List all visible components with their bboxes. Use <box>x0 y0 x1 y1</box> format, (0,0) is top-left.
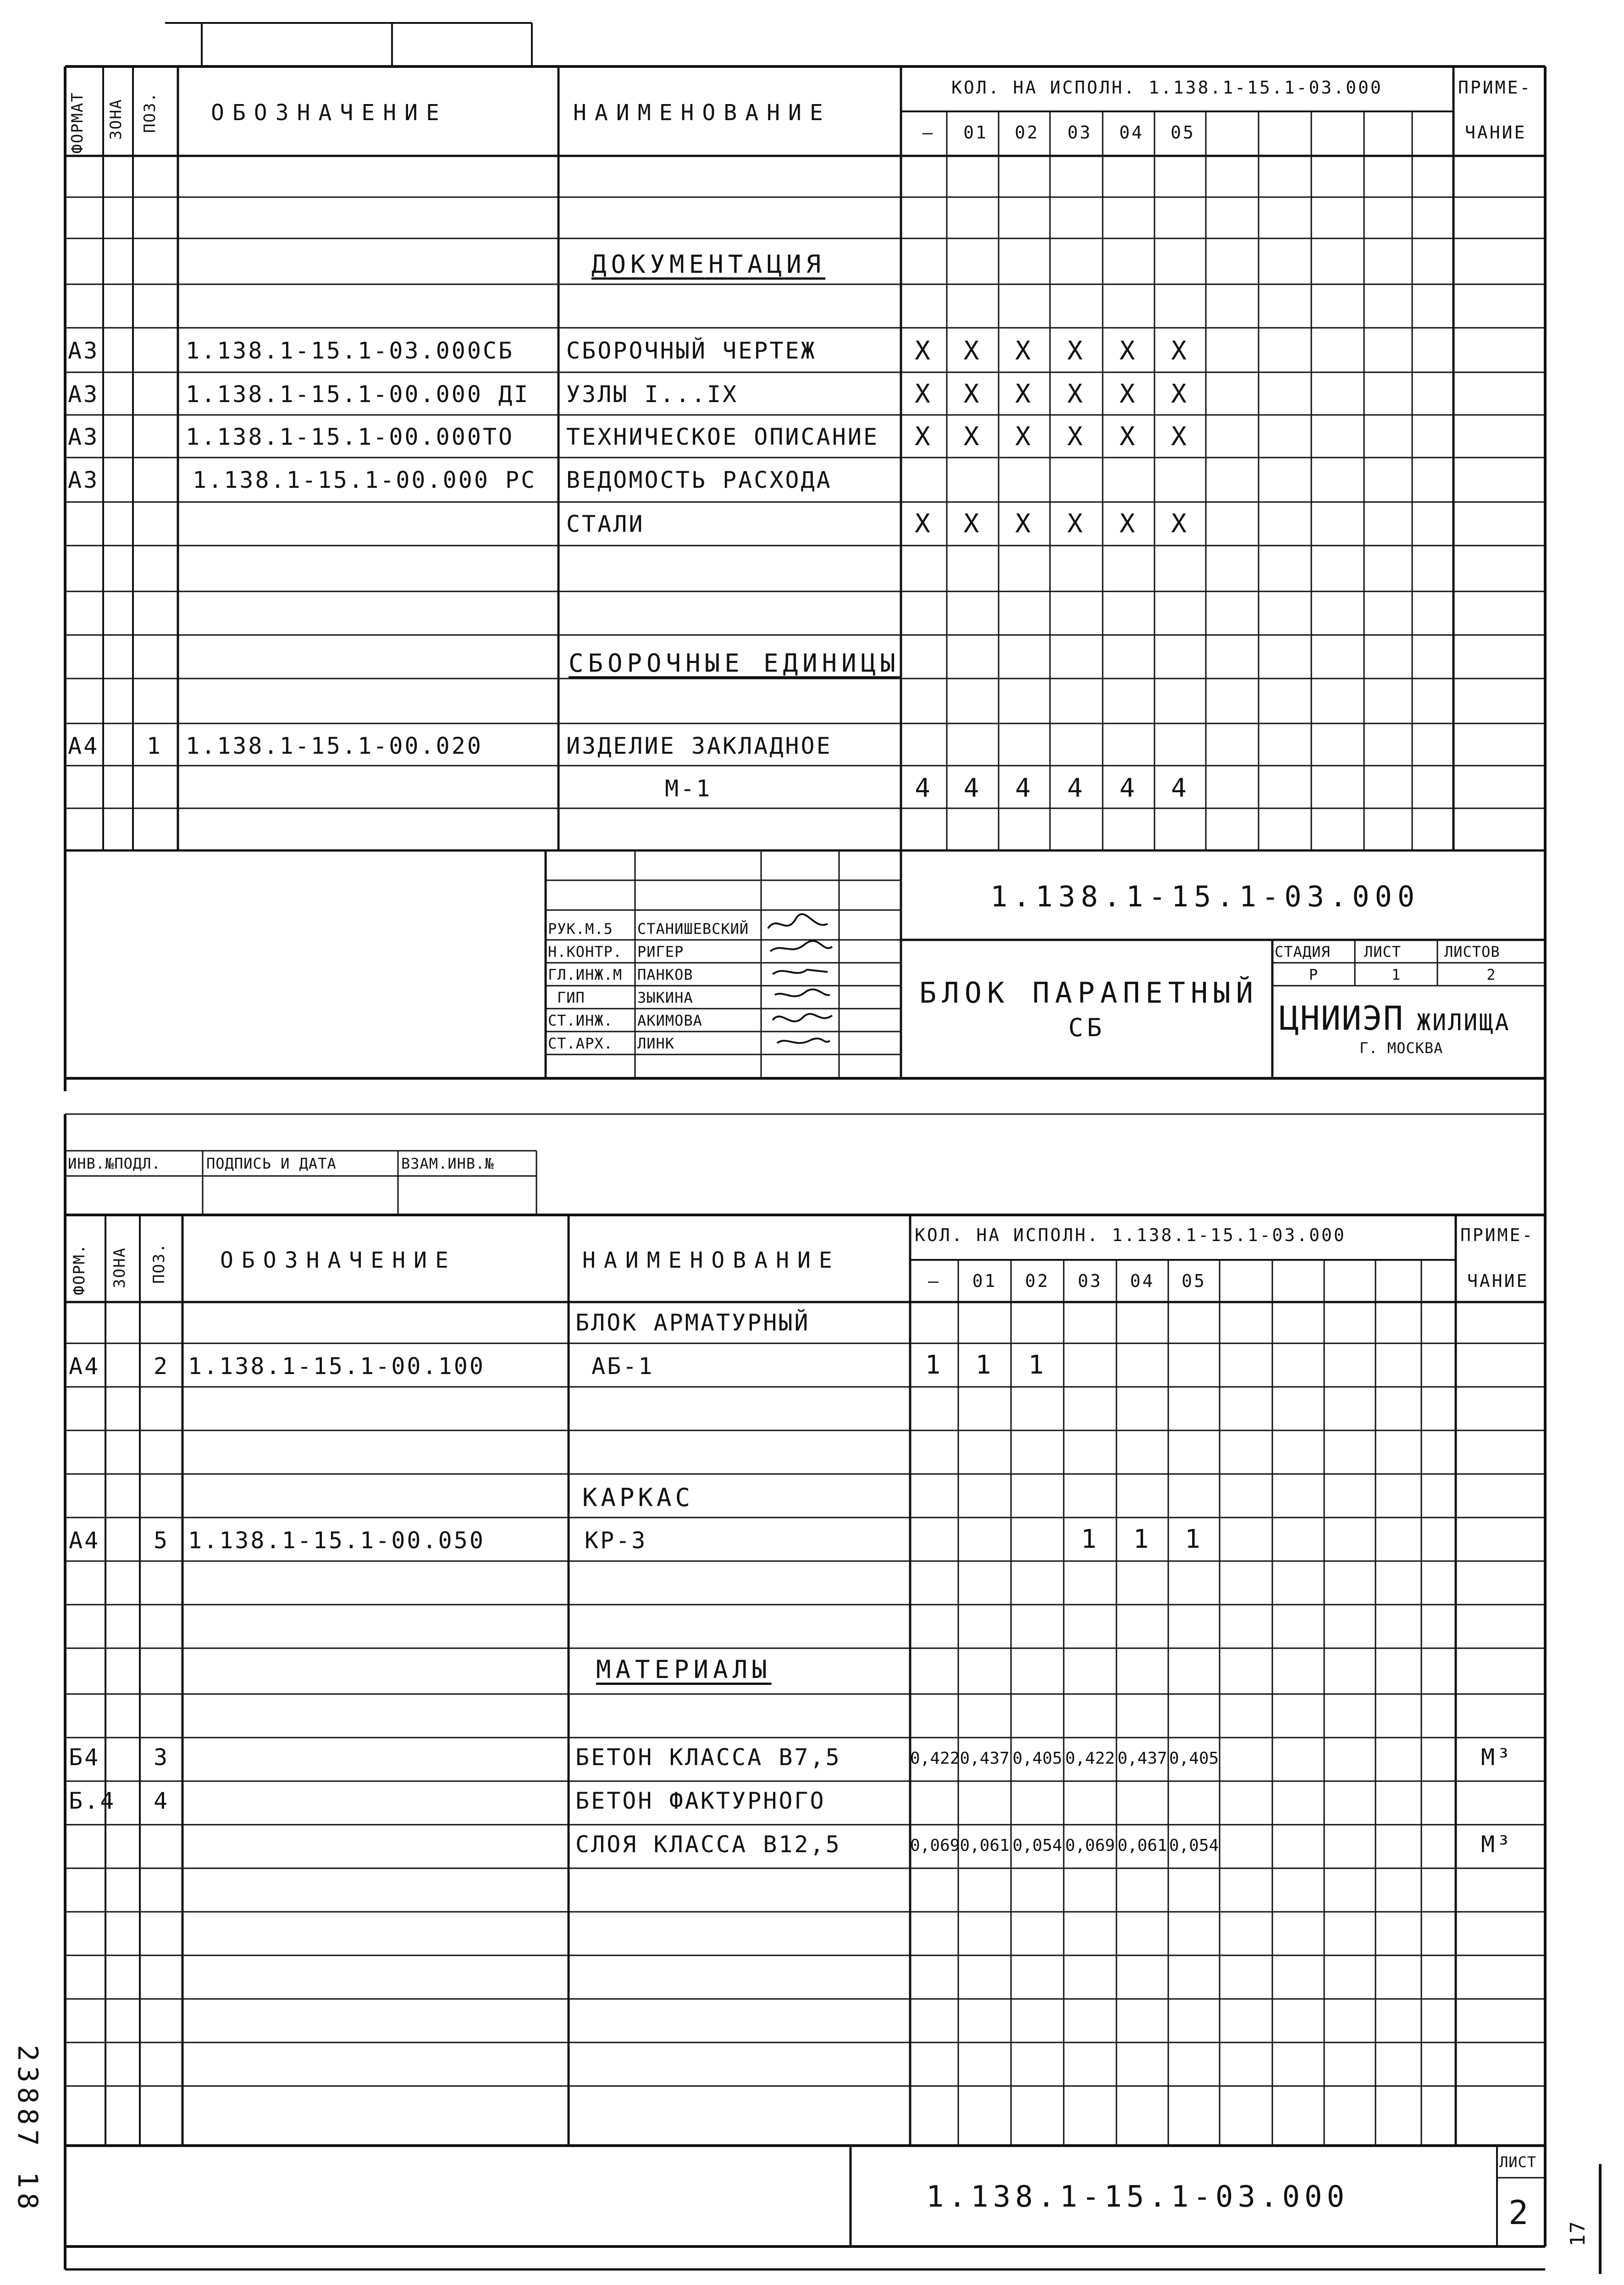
row-format: А4 <box>69 1527 100 1554</box>
row-pos: 5 <box>154 1527 170 1554</box>
row-name: АБ-1 <box>591 1353 654 1380</box>
row-mark: X <box>1067 509 1086 539</box>
row-value: 1 <box>975 1350 994 1380</box>
row-designation: 1.138.1-15.1-00.000ТО <box>186 424 514 450</box>
row-mark: X <box>1171 422 1189 452</box>
row-note: М³ <box>1481 1831 1513 1858</box>
row-format: А3 <box>68 467 99 493</box>
row-value: 0,054 <box>1012 1836 1062 1855</box>
row-mark: X <box>1119 509 1138 539</box>
row-mark: 4 <box>1015 773 1033 803</box>
row-mark: X <box>1171 509 1189 539</box>
footer-sheet-label: ЛИСТ <box>1499 2153 1537 2171</box>
row-mark: X <box>1171 379 1189 409</box>
zone-header: ЗОНА <box>110 1247 129 1288</box>
row-mark: 4 <box>1171 773 1189 803</box>
row-value: 0,437 <box>960 1749 1010 1768</box>
row-name: ВЕДОМОСТЬ РАСХОДА <box>566 467 832 493</box>
row-format: А3 <box>68 424 99 450</box>
person-name: РИГЕР <box>637 943 684 960</box>
format-header: ФОРМ. <box>70 1243 88 1295</box>
footer-doc-number: 1.138.1-15.1-03.000 <box>926 2180 1349 2214</box>
row-mark: X <box>915 422 933 452</box>
row-value: 0,069 <box>1065 1836 1115 1855</box>
row-format: Б4 <box>69 1744 100 1771</box>
variant-header: 03 <box>1067 122 1092 143</box>
row-mark: X <box>915 509 933 539</box>
designation-header: ОБОЗНАЧЕНИЕ <box>211 100 447 126</box>
product-name: БЛОК ПАРАПЕТНЫЙ <box>919 976 1259 1010</box>
stage-value: Р <box>1309 966 1319 983</box>
variant-header: 02 <box>1025 1271 1050 1291</box>
role-label: СТ.АРХ. <box>548 1035 613 1052</box>
row-value: 1 <box>925 1350 944 1380</box>
role-label: ГИП <box>557 989 585 1006</box>
zone-header: ЗОНА <box>107 99 125 140</box>
person-name: ПАНКОВ <box>637 966 693 983</box>
row-pos: 2 <box>154 1353 170 1380</box>
row-mark: X <box>1015 336 1033 366</box>
row-value: 0,069 <box>910 1836 960 1855</box>
row-mark: X <box>1015 422 1033 452</box>
row-mark: 4 <box>1067 773 1086 803</box>
row-name: БЕТОН КЛАССА В7,5 <box>575 1744 841 1771</box>
row-pos: 1 <box>147 733 163 759</box>
pos-header: ПОЗ. <box>141 92 159 133</box>
row-name: БЕТОН ФАКТУРНОГО <box>575 1788 826 1814</box>
org-suffix: ЖИЛИЩА <box>1417 1009 1511 1036</box>
person-name: СТАНИШЕВСКИЙ <box>637 920 749 938</box>
sheets-label: ЛИСТОВ <box>1444 943 1500 960</box>
row-mark: X <box>963 509 982 539</box>
row-value: 0,405 <box>1169 1749 1219 1768</box>
archive-number: 23887 18 <box>11 2045 44 2214</box>
org-name: ЦНИИЭП <box>1279 999 1404 1038</box>
row-format: А4 <box>68 733 99 759</box>
row-mark: X <box>1119 336 1138 366</box>
variant-header: — <box>922 122 935 143</box>
row-mark: 4 <box>963 773 982 803</box>
note-header-2: ЧАНИЕ <box>1465 122 1527 143</box>
row-value: 0,422 <box>1065 1749 1115 1768</box>
row-mark: X <box>1015 509 1033 539</box>
person-name: АКИМОВА <box>637 1012 702 1029</box>
row-designation: 1.138.1-15.1-00.100 <box>188 1353 485 1380</box>
signatures-image <box>763 910 839 1057</box>
row-format: А4 <box>69 1353 100 1380</box>
row-mark: X <box>1067 379 1086 409</box>
sheet-label: ЛИСТ <box>1364 943 1402 960</box>
variant-header: 02 <box>1015 122 1039 143</box>
stage-label: СТАДИЯ <box>1275 943 1331 960</box>
row-value: 0,054 <box>1169 1836 1219 1855</box>
row-value: 0,061 <box>960 1836 1010 1855</box>
org-city: Г. МОСКВА <box>1359 1039 1443 1057</box>
row-value: 0,422 <box>910 1749 960 1768</box>
person-name: ЗЫКИНА <box>637 989 693 1006</box>
row-format: А3 <box>68 381 99 408</box>
format-header: ФОРМАТ <box>68 92 87 154</box>
role-label: РУК.М.5 <box>548 920 613 938</box>
row-designation: 1.138.1-15.1-00.020 <box>186 733 483 759</box>
row-pos: 4 <box>154 1788 170 1814</box>
row-value: 1 <box>1028 1350 1047 1380</box>
row-mark: X <box>1015 379 1033 409</box>
doc-number: 1.138.1-15.1-03.000 <box>990 880 1420 913</box>
row-mark: X <box>963 422 982 452</box>
inv-no-label: ИНВ.№ПОДЛ. <box>68 1155 161 1172</box>
row-name: М-1 <box>665 775 712 802</box>
variant-header: 05 <box>1171 122 1195 143</box>
row-mark: X <box>963 336 982 366</box>
row-designation: 1.138.1-15.1-00.050 <box>188 1527 485 1554</box>
section-rebar-block: БЛОК АРМАТУРНЫЙ <box>575 1309 810 1336</box>
name-header: НАИМЕНОВАНИЕ <box>582 1247 840 1273</box>
role-label: Н.КОНТР. <box>548 943 623 960</box>
row-mark: X <box>1171 336 1189 366</box>
designation-header: ОБОЗНАЧЕНИЕ <box>220 1247 457 1273</box>
row-mark: X <box>1067 422 1086 452</box>
row-mark: X <box>1067 336 1086 366</box>
row-value: 1 <box>1133 1524 1152 1554</box>
qty-header: КОЛ. НА ИСПОЛН. 1.138.1-15.1-03.000 <box>915 1225 1346 1245</box>
qty-header: КОЛ. НА ИСПОЛН. 1.138.1-15.1-03.000 <box>951 77 1383 98</box>
row-name: УЗЛЫ I...IX <box>566 381 739 408</box>
variant-header: 01 <box>963 122 988 143</box>
sheet-value: 1 <box>1391 966 1401 983</box>
row-mark: X <box>915 336 933 366</box>
row-name: СТАЛИ <box>566 511 645 537</box>
row-designation: 1.138.1-15.1-00.000 ДI <box>186 381 530 408</box>
repl-inv-label: ВЗАМ.ИНВ.№ <box>401 1155 494 1172</box>
role-label: ГЛ.ИНЖ.М <box>548 966 623 983</box>
pos-header: ПОЗ. <box>150 1242 168 1284</box>
section-frame: КАРКАС <box>582 1483 694 1512</box>
row-mark: 4 <box>915 773 933 803</box>
row-pos: 3 <box>154 1744 170 1771</box>
row-value: 0,405 <box>1012 1749 1062 1768</box>
row-note: М³ <box>1481 1744 1513 1771</box>
variant-header: 05 <box>1182 1271 1206 1291</box>
row-mark: X <box>915 379 933 409</box>
note-header-2: ЧАНИЕ <box>1467 1271 1529 1291</box>
note-header-1: ПРИМЕ- <box>1460 1225 1535 1245</box>
variant-header: 03 <box>1077 1271 1103 1291</box>
section-assemblies: СБОРОЧНЫЕ ЕДИНИЦЫ <box>569 649 900 678</box>
variant-header: 01 <box>972 1271 997 1291</box>
sign-date-label: ПОДПИСЬ И ДАТА <box>206 1155 337 1172</box>
row-name: СЛОЯ КЛАССА В12,5 <box>575 1831 841 1858</box>
row-mark: 4 <box>1119 773 1138 803</box>
row-name: КР-3 <box>585 1527 647 1554</box>
row-format: Б.4 <box>69 1788 116 1814</box>
footer-sheet-number: 2 <box>1508 2193 1530 2232</box>
corner-number: 17 <box>1566 2220 1590 2246</box>
variant-header: 04 <box>1130 1271 1155 1291</box>
row-designation: 1.138.1-15.1-03.000СБ <box>186 337 514 364</box>
variant-header: 04 <box>1119 122 1144 143</box>
row-value: 1 <box>1081 1524 1099 1554</box>
row-value: 1 <box>1185 1524 1203 1554</box>
row-name: ИЗДЕЛИЕ ЗАКЛАДНОЕ <box>566 733 832 759</box>
section-materials: МАТЕРИАЛЫ <box>596 1655 772 1684</box>
name-header: НАИМЕНОВАНИЕ <box>573 100 831 126</box>
sheets-value: 2 <box>1486 966 1496 983</box>
row-value: 0,061 <box>1117 1836 1167 1855</box>
row-mark: X <box>1119 379 1138 409</box>
row-value: 0,437 <box>1117 1749 1167 1768</box>
row-name: ТЕХНИЧЕСКОЕ ОПИСАНИЕ <box>566 424 879 450</box>
row-designation: 1.138.1-15.1-00.000 РС <box>193 467 537 493</box>
person-name: ЛИНК <box>637 1035 675 1052</box>
product-subname: СБ <box>1068 1013 1106 1042</box>
variant-header: — <box>928 1271 940 1291</box>
row-mark: X <box>1119 422 1138 452</box>
role-label: СТ.ИНЖ. <box>548 1012 613 1029</box>
section-documentation: ДОКУМЕНТАЦИЯ <box>591 250 826 279</box>
note-header-1: ПРИМЕ- <box>1458 77 1532 98</box>
row-format: А3 <box>68 337 99 364</box>
row-mark: X <box>963 379 982 409</box>
row-name: СБОРОЧНЫЙ ЧЕРТЕЖ <box>566 337 817 364</box>
